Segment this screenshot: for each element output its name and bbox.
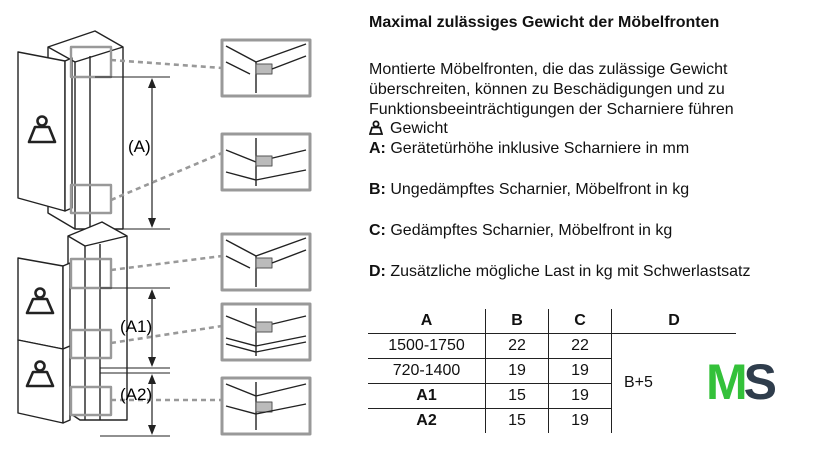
legend-a-key: A: [369,140,386,157]
cell-c: 19 [549,359,612,384]
cell-a: A2 [416,412,437,429]
warning-paragraph [369,60,839,120]
table-row [368,334,736,359]
legend-b-key: B: [369,181,386,198]
detail-3 [222,234,310,290]
cell-b: 22 [486,334,549,359]
detail-4 [222,304,310,360]
cell-b: 19 [486,359,549,384]
d-value: B+5 [624,374,653,392]
cell-a: 720-1400 [368,359,486,384]
paragraph-line: Funktionsbeeinträchtigungen der Scharniere führen [369,101,734,118]
cell-a: 1500-1750 [368,334,486,359]
legend-b [369,181,689,199]
logo-letter-m: M [706,354,744,410]
header-c: C [549,309,612,334]
legend-c-text: Gedämpftes Scharnier, Möbelfront in kg [390,222,673,239]
ms-logo [706,354,774,410]
legend-d-text: Zusätzliche mögliche Last in kg mit Schwerlastsatz [390,263,751,280]
legend-b-text: Ungedämpftes Scharnier, Möbelfront in kg [390,181,690,198]
legend-a-text: Gerätetürhöhe inklusive Scharniere in mm [390,140,690,157]
header-a: A [368,309,486,334]
legend-weight [369,120,448,138]
legend-d-key: D: [369,263,386,280]
detail-5 [222,378,310,434]
label-a: (A) [128,137,151,156]
cell-c: 19 [549,409,612,434]
table-header-row [368,309,736,334]
header-d: D [612,309,737,334]
legend-c [369,222,672,240]
header-b: B [486,309,549,334]
weight-table [368,309,736,433]
detail-2 [222,134,310,190]
weight-icon [369,120,383,135]
cell-a: A1 [368,384,486,409]
cell-c: 22 [549,334,612,359]
hinge-diagram [0,0,360,457]
logo-letter-s: S [743,354,774,410]
legend-weight-text: Gewicht [390,120,448,137]
cell-c: 19 [549,384,612,409]
legend-d [369,263,750,281]
paragraph-line: Montierte Möbelfronten, die das zulässige Gewicht [369,61,728,78]
appliance-single-door [18,31,170,229]
label-a1: (A1) [120,317,153,336]
cell-b: 15 [486,384,549,409]
paragraph-line: überschreiten, können zu Beschädigungen und zu [369,81,725,98]
detail-1 [222,40,310,96]
label-a2: (A2) [120,385,153,404]
cell-b: 15 [486,409,549,434]
section-heading: Maximal zulässiges Gewicht der Möbelfronten [369,14,720,31]
legend-c-key: C: [369,222,386,239]
legend-a [369,140,689,158]
